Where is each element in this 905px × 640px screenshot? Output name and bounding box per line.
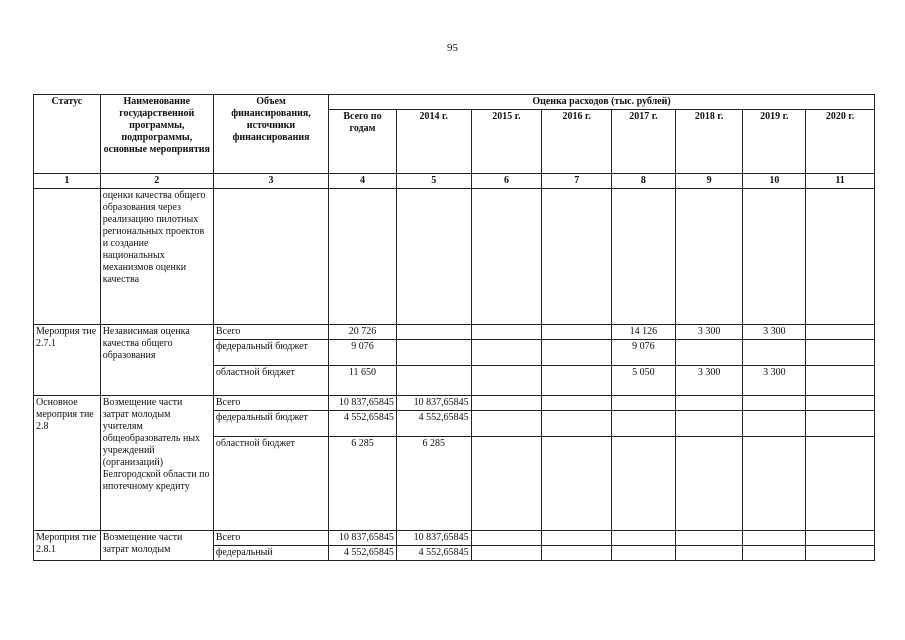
- header-year-2014: 2014 г.: [396, 110, 471, 174]
- col-number: 9: [675, 174, 743, 189]
- status-cell: Мероприя тие 2.8.1: [34, 531, 101, 561]
- value-cell: 3 300: [743, 325, 806, 340]
- header-year-2019: 2019 г.: [743, 110, 806, 174]
- name-cell: Независимая оценка качества общего образования: [100, 325, 213, 396]
- continuation-row: [34, 189, 875, 325]
- page-number: 95: [447, 42, 458, 54]
- col-number: 11: [806, 174, 875, 189]
- value-cell: [806, 340, 875, 366]
- name-cell: Возмещение части затрат молодым: [100, 531, 213, 561]
- col-number: 10: [743, 174, 806, 189]
- header-year-2020: 2020 г.: [806, 110, 875, 174]
- table-row: [34, 531, 875, 546]
- name-cell: оценки качества общего образования через реализацию пилотных региональных проектов и создание национальных механизмов оценки качества: [100, 189, 213, 325]
- total-cell: 10 837,65845: [329, 531, 397, 546]
- value-cell: [396, 340, 471, 366]
- col-number: 2: [100, 174, 213, 189]
- value-cell: [806, 325, 875, 340]
- source-cell: федеральный: [213, 546, 328, 561]
- header-status: Статус: [34, 95, 101, 174]
- value-cell: 3 300: [675, 366, 743, 396]
- value-cell: [396, 325, 471, 340]
- header-year-2017: 2017 г.: [612, 110, 676, 174]
- column-number-row: [34, 174, 875, 189]
- value-cell: 3 300: [743, 366, 806, 396]
- value-cell: [542, 325, 612, 340]
- value-cell: 3 300: [675, 325, 743, 340]
- col-number: 8: [612, 174, 676, 189]
- header-total: Всего по годам: [329, 110, 397, 174]
- value-cell: [471, 340, 542, 366]
- value-cell: [542, 340, 612, 366]
- value-cell: [396, 366, 471, 396]
- value-cell: [675, 340, 743, 366]
- status-cell: [34, 189, 101, 325]
- header-row-1: [34, 95, 875, 110]
- value-cell: 4 552,65845: [396, 411, 471, 437]
- header-financing: Объем финансирования, источники финансирования: [213, 95, 328, 174]
- name-cell: Возмещение части затрат молодым учителям общеобразователь ных учреждений (организаций) Белгородской области по ипотечному кредиту: [100, 396, 213, 531]
- value-cell: [471, 366, 542, 396]
- value-cell: [471, 325, 542, 340]
- header-year-2015: 2015 г.: [471, 110, 542, 174]
- value-cell: [806, 366, 875, 396]
- table-row: [34, 325, 875, 340]
- total-cell: 9 076: [329, 340, 397, 366]
- header-year-2016: 2016 г.: [542, 110, 612, 174]
- source-cell: Всего: [213, 325, 328, 340]
- value-cell: 6 285: [396, 437, 471, 531]
- col-number: 3: [213, 174, 328, 189]
- source-cell: областной бюджет: [213, 437, 328, 531]
- col-number: 7: [542, 174, 612, 189]
- col-number: 4: [329, 174, 397, 189]
- value-cell: 10 837,65845: [396, 396, 471, 411]
- total-cell: 20 726: [329, 325, 397, 340]
- table-row: [34, 396, 875, 411]
- source-cell: федеральный бюджет: [213, 411, 328, 437]
- source-cell: [213, 189, 328, 325]
- value-cell: 4 552,65845: [396, 546, 471, 561]
- header-year-2018: 2018 г.: [675, 110, 743, 174]
- total-cell: 10 837,65845: [329, 396, 397, 411]
- source-cell: федеральный бюджет: [213, 340, 328, 366]
- status-cell: Основное мероприя тие 2.8: [34, 396, 101, 531]
- value-cell: 5 050: [612, 366, 676, 396]
- budget-table: [33, 94, 875, 561]
- status-cell: Мероприя тие 2.7.1: [34, 325, 101, 396]
- total-cell: 6 285: [329, 437, 397, 531]
- value-cell: [743, 340, 806, 366]
- source-cell: Всего: [213, 396, 328, 411]
- header-estimate: Оценка расходов (тыс. рублей): [329, 95, 875, 110]
- value-cell: 9 076: [612, 340, 676, 366]
- value-cell: [542, 366, 612, 396]
- col-number: 5: [396, 174, 471, 189]
- source-cell: областной бюджет: [213, 366, 328, 396]
- header-program-name: Наименование государственной программы, подпрограммы, основные мероприятия: [100, 95, 213, 174]
- value-cell: 10 837,65845: [396, 531, 471, 546]
- value-cell: 14 126: [612, 325, 676, 340]
- source-cell: Всего: [213, 531, 328, 546]
- total-cell: 4 552,65845: [329, 411, 397, 437]
- col-number: 6: [471, 174, 542, 189]
- total-cell: 4 552,65845: [329, 546, 397, 561]
- total-cell: 11 650: [329, 366, 397, 396]
- col-number: 1: [34, 174, 101, 189]
